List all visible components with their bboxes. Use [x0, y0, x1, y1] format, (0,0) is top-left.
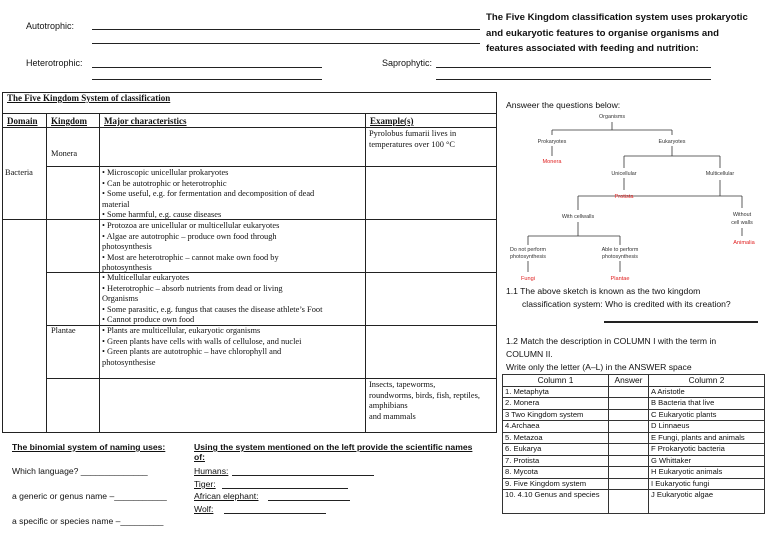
- match-description: A Aristotle: [649, 386, 765, 398]
- table-title: The Five Kingdom System of classification: [7, 93, 171, 103]
- match-row: [503, 409, 765, 421]
- saprophytic-label: Saprophytic:: [382, 58, 433, 68]
- node-no-photosynthesis-1: Do not perform: [510, 247, 546, 253]
- match-term: 8. Mycota: [503, 467, 609, 479]
- tiger-label: Tiger:: [194, 479, 216, 489]
- match-term: 3 Two Kingdom system: [503, 409, 609, 421]
- humans-answer-line[interactable]: [232, 475, 374, 476]
- characteristics-protista: • Protozoa are unicellular or multicellular eukaryotes • Algae are autotrophic – produce own food through photosynthesis • Most are heterotrophic – cannot make own food by photosynthesis: [102, 221, 280, 273]
- match-header-column-1: Column 1: [503, 375, 609, 387]
- language-question: Which language? ______________: [12, 466, 148, 476]
- scientific-names-heading: Using the system mentioned on the left provide the scientific names of:: [194, 442, 473, 462]
- kingdom-monera: Monera: [51, 149, 78, 158]
- header-characteristics: Major characteristics: [104, 116, 187, 126]
- match-term: 2. Monera: [503, 398, 609, 410]
- intro-line: features associated with feeding and nutrition:: [486, 43, 699, 54]
- node-organisms: Organisms: [598, 114, 626, 120]
- match-description: H Eukaryotic animals: [649, 467, 765, 479]
- match-term: 6. Eukarya: [503, 444, 609, 456]
- match-row: [503, 386, 765, 398]
- match-row: [503, 421, 765, 433]
- species-question: a specific or species name –_________: [12, 516, 164, 526]
- match-row: [503, 467, 765, 479]
- match-answer-cell[interactable]: [609, 490, 649, 514]
- match-row: [503, 478, 765, 490]
- kingdom-label-protista: Protista: [614, 194, 634, 200]
- characteristics-plantae: • Plants are multicellular, eukaryotic organisms • Green plants have cells with walls of cellulose, and nuclei • Green plants are autotrophic – have chlorophyll and photosynthesise: [102, 326, 302, 367]
- heterotrophic-answer-line-2[interactable]: [92, 79, 322, 80]
- match-row: [503, 490, 765, 514]
- node-eukaryotes: Eukaryotes: [658, 139, 686, 145]
- match-table: [502, 374, 765, 514]
- match-answer-cell[interactable]: [609, 467, 649, 479]
- match-description: I Eukaryotic fungi: [649, 478, 765, 490]
- question-1-2: 1.2 Match the description in COLUMN I with the term in COLUMN II. Write only the letter (A–L) in the ANSWER space: [506, 336, 717, 372]
- elephant-label: African elephant:: [194, 491, 259, 501]
- saprophytic-answer-line-1[interactable]: [436, 67, 711, 68]
- question-1-1: 1.1 The above sketch is known as the two kingdom classification system: Who is credited with its creation?: [506, 286, 731, 309]
- kingdom-label-animalia: Animalia: [733, 240, 755, 246]
- match-row: [503, 444, 765, 456]
- intro-line: The Five Kingdom classification system uses prokaryotic: [486, 12, 748, 23]
- match-term: 9. Five Kingdom system: [503, 478, 609, 490]
- match-description: J Eukaryotic algae: [649, 490, 765, 514]
- match-description: E Fungi, plants and animals: [649, 432, 765, 444]
- intro-paragraph: [486, 10, 756, 57]
- kingdom-label-plantae: Plantae: [610, 276, 630, 282]
- header-domain: Domain: [7, 116, 38, 126]
- node-with-cellwalls: With cellwalls: [561, 214, 595, 220]
- match-description: B Bacteria that live: [649, 398, 765, 410]
- domain-bacteria: Bacteria: [5, 168, 33, 177]
- match-answer-cell[interactable]: [609, 455, 649, 467]
- kingdom-plantae: Plantae: [51, 326, 76, 335]
- node-multicellular: Multicellular: [705, 171, 735, 177]
- match-answer-cell[interactable]: [609, 386, 649, 398]
- match-term: 4.Archaea: [503, 421, 609, 433]
- node-photosynthesis-1: Able to perform: [601, 247, 639, 253]
- autotrophic-answer-line-2[interactable]: [92, 43, 480, 44]
- heterotrophic-label: Heterotrophic:: [26, 58, 83, 68]
- match-description: D Linnaeus: [649, 421, 765, 433]
- kingdom-label-monera: Monera: [542, 159, 562, 165]
- match-term: 10. 4.10 Genus and species: [503, 490, 609, 514]
- match-header-answer: Answer: [609, 375, 649, 387]
- heterotrophic-answer-line-1[interactable]: [92, 67, 322, 68]
- tiger-answer-line[interactable]: [222, 488, 348, 489]
- kingdom-label-fungi: Fungi: [521, 276, 535, 282]
- match-term: 1. Metaphyta: [503, 386, 609, 398]
- characteristics-bacteria: • Microscopic unicellular prokaryotes • Can be autotrophic or heterotrophic • Some useful, e.g. for fermentation and decomposition of dead material • Some harmful, e.g. cause diseases: [102, 168, 315, 220]
- binomial-heading: The binomial system of naming uses:: [12, 442, 166, 452]
- node-prokaryotes: Prokaryotes: [537, 139, 567, 145]
- humans-label: Humans:: [194, 466, 229, 476]
- match-row: [503, 432, 765, 444]
- match-answer-cell[interactable]: [609, 444, 649, 456]
- header-examples: Example(s): [370, 116, 414, 126]
- match-description: C Eukaryotic plants: [649, 409, 765, 421]
- wolf-answer-line[interactable]: [224, 513, 326, 514]
- node-without-cellwalls-2: cell walls: [731, 220, 753, 226]
- intro-line: and eukaryotic features to organise organisms and: [486, 27, 719, 39]
- autotrophic-label: Autotrophic:: [26, 21, 75, 31]
- match-answer-cell[interactable]: [609, 478, 649, 490]
- wolf-label: Wolf:: [194, 504, 214, 514]
- match-answer-cell[interactable]: [609, 432, 649, 444]
- node-no-photosynthesis-2: photosynthesis: [510, 254, 546, 260]
- question-1-1-answer-line[interactable]: [604, 321, 758, 323]
- characteristics-fungi: • Multicellular eukaryotes • Heterotrophic – absorb nutrients from dead or living Organisms • Some parasitic, e.g. fungus that causes the disease athlete’s Foot • Cannot produce own food: [102, 273, 323, 325]
- match-description: F Prokaryotic bacteria: [649, 444, 765, 456]
- saprophytic-answer-line-2[interactable]: [436, 79, 711, 80]
- node-without-cellwalls-1: Without: [732, 212, 752, 218]
- questions-heading: Answeer the questions below:: [506, 100, 621, 110]
- match-header-column-2: Column 2: [649, 375, 765, 387]
- header-kingdom: Kingdom: [51, 116, 88, 126]
- genus-question: a generic or genus name –___________: [12, 491, 167, 501]
- match-description: G Whittaker: [649, 455, 765, 467]
- match-answer-cell[interactable]: [609, 398, 649, 410]
- node-photosynthesis-2: photosynthesis: [602, 254, 638, 260]
- example-monera: Pyrolobus fumarii lives in temperatures over 100 °C: [369, 129, 457, 149]
- node-unicellular: Unicellular: [611, 171, 637, 177]
- autotrophic-answer-line-1[interactable]: [92, 29, 480, 30]
- match-row: [503, 398, 765, 410]
- match-answer-cell[interactable]: [609, 421, 649, 433]
- match-row: [503, 455, 765, 467]
- two-kingdom-diagram: [500, 108, 768, 284]
- match-answer-cell[interactable]: [609, 409, 649, 421]
- match-term: 7. Protista: [503, 455, 609, 467]
- example-animalia: Insects, tapeworms, roundworms, birds, fish, reptiles, amphibians and mammals: [369, 380, 480, 421]
- elephant-answer-line[interactable]: [268, 500, 350, 501]
- match-term: 5. Metazoa: [503, 432, 609, 444]
